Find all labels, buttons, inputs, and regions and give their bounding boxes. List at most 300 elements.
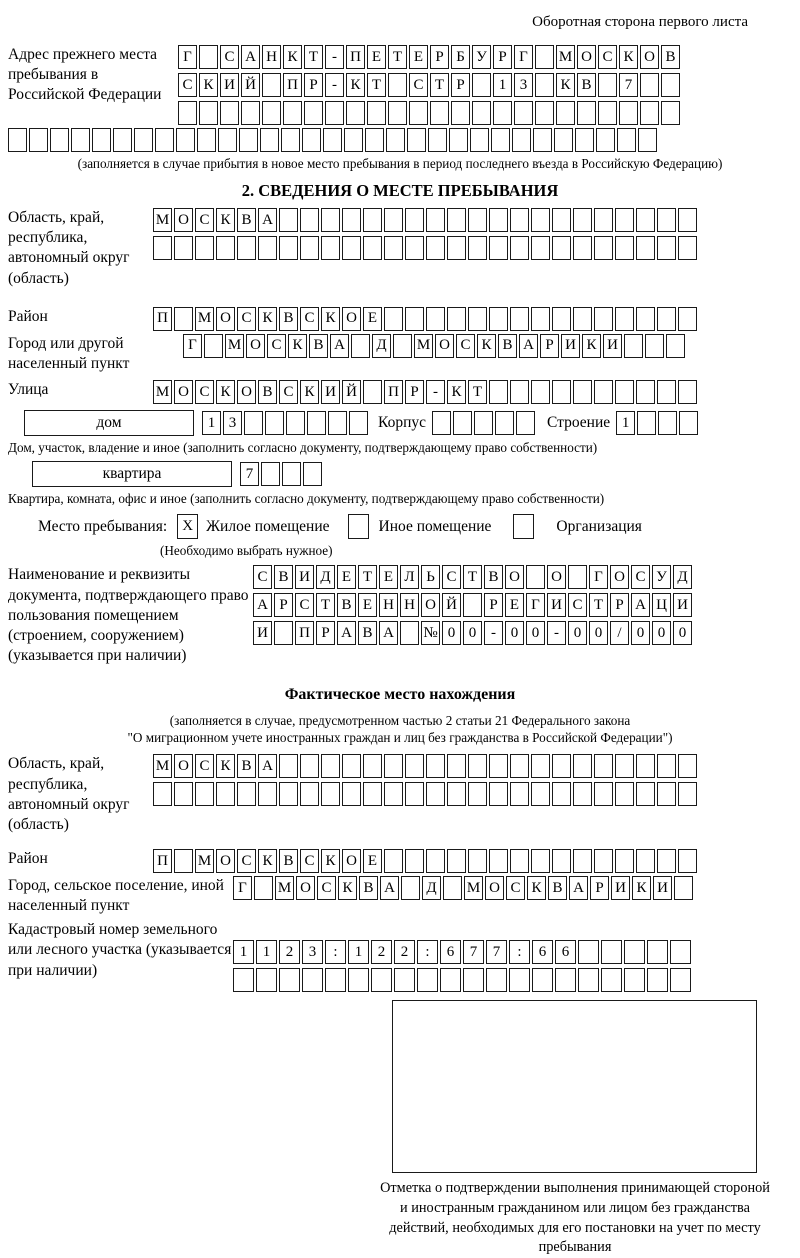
char-cell[interactable] xyxy=(363,754,382,778)
char-cell[interactable] xyxy=(426,782,445,806)
char-cell[interactable] xyxy=(342,236,361,260)
char-cell[interactable]: К xyxy=(556,73,575,97)
char-cell[interactable] xyxy=(678,782,697,806)
char-cell[interactable] xyxy=(426,849,445,873)
char-cell[interactable] xyxy=(348,968,369,992)
char-cell[interactable] xyxy=(279,236,298,260)
char-cell[interactable]: И xyxy=(321,380,340,404)
char-cell[interactable] xyxy=(470,128,489,152)
char-cell[interactable] xyxy=(304,101,323,125)
char-cell[interactable]: С xyxy=(195,208,214,232)
char-cell[interactable]: 0 xyxy=(463,621,482,645)
char-cell[interactable] xyxy=(371,968,392,992)
char-cell[interactable] xyxy=(325,968,346,992)
char-cell[interactable] xyxy=(636,236,655,260)
char-cell[interactable] xyxy=(594,380,613,404)
char-cell[interactable] xyxy=(197,128,216,152)
char-cell[interactable] xyxy=(283,101,302,125)
char-cell[interactable] xyxy=(405,307,424,331)
char-cell[interactable]: Л xyxy=(400,565,419,589)
char-cell[interactable] xyxy=(594,236,613,260)
char-cell[interactable] xyxy=(474,411,493,435)
char-cell[interactable]: М xyxy=(225,334,244,358)
char-cell[interactable]: 0 xyxy=(505,621,524,645)
char-cell[interactable]: Р xyxy=(316,621,335,645)
char-cell[interactable] xyxy=(647,968,668,992)
char-cell[interactable] xyxy=(573,782,592,806)
char-cell[interactable] xyxy=(328,411,347,435)
char-cell[interactable]: М xyxy=(414,334,433,358)
char-cell[interactable] xyxy=(486,968,507,992)
char-cell[interactable]: П xyxy=(153,849,172,873)
char-cell[interactable] xyxy=(532,968,553,992)
char-cell[interactable]: 2 xyxy=(371,940,392,964)
char-cell[interactable]: С xyxy=(295,593,314,617)
char-cell[interactable] xyxy=(526,565,545,589)
char-cell[interactable]: Н xyxy=(379,593,398,617)
char-cell[interactable]: К xyxy=(283,45,302,69)
char-cell[interactable]: 1 xyxy=(348,940,369,964)
char-cell[interactable]: 1 xyxy=(202,411,221,435)
char-cell[interactable]: Р xyxy=(274,593,293,617)
char-cell[interactable]: С xyxy=(568,593,587,617)
char-cell[interactable]: 7 xyxy=(240,462,259,486)
char-cell[interactable] xyxy=(657,754,676,778)
char-cell[interactable]: М xyxy=(556,45,575,69)
char-cell[interactable] xyxy=(594,849,613,873)
char-cell[interactable]: 1 xyxy=(493,73,512,97)
char-cell[interactable]: Т xyxy=(367,73,386,97)
char-cell[interactable]: 7 xyxy=(619,73,638,97)
char-cell[interactable] xyxy=(531,380,550,404)
char-cell[interactable]: С xyxy=(237,307,256,331)
char-cell[interactable]: 6 xyxy=(532,940,553,964)
char-cell[interactable]: И xyxy=(295,565,314,589)
char-cell[interactable] xyxy=(535,73,554,97)
char-cell[interactable] xyxy=(216,236,235,260)
char-cell[interactable] xyxy=(573,380,592,404)
char-cell[interactable] xyxy=(258,236,277,260)
char-cell[interactable] xyxy=(575,128,594,152)
char-cell[interactable] xyxy=(624,940,645,964)
char-cell[interactable] xyxy=(237,236,256,260)
char-cell[interactable] xyxy=(645,334,664,358)
char-cell[interactable]: С xyxy=(267,334,286,358)
char-cell[interactable]: Е xyxy=(363,849,382,873)
char-cell[interactable] xyxy=(279,754,298,778)
char-cell[interactable] xyxy=(325,101,344,125)
char-cell[interactable]: Г xyxy=(589,565,608,589)
char-cell[interactable]: В xyxy=(337,593,356,617)
char-cell[interactable] xyxy=(657,849,676,873)
char-cell[interactable] xyxy=(657,208,676,232)
char-cell[interactable]: Г xyxy=(178,45,197,69)
char-cell[interactable]: О xyxy=(505,565,524,589)
char-cell[interactable] xyxy=(394,968,415,992)
char-cell[interactable] xyxy=(594,307,613,331)
char-cell[interactable]: К xyxy=(632,876,651,900)
char-cell[interactable]: В xyxy=(237,208,256,232)
char-cell[interactable] xyxy=(342,754,361,778)
char-cell[interactable]: - xyxy=(547,621,566,645)
char-cell[interactable] xyxy=(256,968,277,992)
char-cell[interactable] xyxy=(447,236,466,260)
char-cell[interactable]: 2 xyxy=(394,940,415,964)
char-cell[interactable] xyxy=(636,782,655,806)
char-cell[interactable] xyxy=(218,128,237,152)
char-cell[interactable]: В xyxy=(548,876,567,900)
char-cell[interactable] xyxy=(384,307,403,331)
char-cell[interactable] xyxy=(531,849,550,873)
char-cell[interactable] xyxy=(495,411,514,435)
char-cell[interactable]: Г xyxy=(183,334,202,358)
char-cell[interactable] xyxy=(657,380,676,404)
char-cell[interactable] xyxy=(552,754,571,778)
char-cell[interactable] xyxy=(552,849,571,873)
char-cell[interactable]: О xyxy=(174,380,193,404)
char-cell[interactable]: Т xyxy=(316,593,335,617)
char-cell[interactable]: Р xyxy=(610,593,629,617)
char-cell[interactable]: Д xyxy=(372,334,391,358)
char-cell[interactable] xyxy=(220,101,239,125)
char-cell[interactable] xyxy=(489,380,508,404)
char-cell[interactable] xyxy=(678,380,697,404)
char-cell[interactable]: Т xyxy=(388,45,407,69)
char-cell[interactable] xyxy=(531,782,550,806)
char-cell[interactable]: И xyxy=(603,334,622,358)
char-cell[interactable] xyxy=(386,128,405,152)
char-cell[interactable]: О xyxy=(435,334,454,358)
char-cell[interactable]: П xyxy=(295,621,314,645)
char-cell[interactable]: М xyxy=(195,849,214,873)
char-cell[interactable]: С xyxy=(317,876,336,900)
char-cell[interactable]: С xyxy=(631,565,650,589)
char-cell[interactable]: Г xyxy=(514,45,533,69)
char-cell[interactable] xyxy=(601,968,622,992)
char-cell[interactable] xyxy=(279,782,298,806)
char-cell[interactable]: Р xyxy=(484,593,503,617)
char-cell[interactable]: Н xyxy=(400,593,419,617)
char-cell[interactable] xyxy=(510,208,529,232)
char-cell[interactable] xyxy=(174,849,193,873)
char-cell[interactable] xyxy=(661,73,680,97)
char-cell[interactable] xyxy=(657,236,676,260)
char-cell[interactable]: Д xyxy=(673,565,692,589)
char-cell[interactable]: 6 xyxy=(440,940,461,964)
char-cell[interactable]: С xyxy=(506,876,525,900)
char-cell[interactable] xyxy=(489,307,508,331)
char-cell[interactable]: К xyxy=(477,334,496,358)
char-cell[interactable] xyxy=(531,208,550,232)
char-cell[interactable]: К xyxy=(216,754,235,778)
char-cell[interactable] xyxy=(199,45,218,69)
char-cell[interactable]: В xyxy=(359,876,378,900)
char-cell[interactable]: Р xyxy=(304,73,323,97)
char-cell[interactable]: С xyxy=(300,307,319,331)
char-cell[interactable]: О xyxy=(174,754,193,778)
char-cell[interactable]: 7 xyxy=(463,940,484,964)
char-cell[interactable] xyxy=(388,101,407,125)
char-cell[interactable]: О xyxy=(296,876,315,900)
char-cell[interactable]: № xyxy=(421,621,440,645)
char-cell[interactable]: С xyxy=(253,565,272,589)
char-cell[interactable]: Т xyxy=(589,593,608,617)
zhiloe-checkbox[interactable]: X xyxy=(177,514,198,539)
char-cell[interactable] xyxy=(594,782,613,806)
char-cell[interactable] xyxy=(535,101,554,125)
char-cell[interactable] xyxy=(578,940,599,964)
char-cell[interactable] xyxy=(279,968,300,992)
char-cell[interactable]: А xyxy=(379,621,398,645)
char-cell[interactable]: 0 xyxy=(442,621,461,645)
char-cell[interactable] xyxy=(307,411,326,435)
char-cell[interactable]: Т xyxy=(430,73,449,97)
char-cell[interactable] xyxy=(274,621,293,645)
char-cell[interactable] xyxy=(573,236,592,260)
char-cell[interactable] xyxy=(516,411,535,435)
char-cell[interactable] xyxy=(489,754,508,778)
char-cell[interactable] xyxy=(363,782,382,806)
char-cell[interactable]: Е xyxy=(379,565,398,589)
char-cell[interactable]: У xyxy=(652,565,671,589)
char-cell[interactable] xyxy=(443,876,462,900)
char-cell[interactable] xyxy=(578,968,599,992)
char-cell[interactable]: А xyxy=(380,876,399,900)
char-cell[interactable] xyxy=(555,968,576,992)
char-cell[interactable]: О xyxy=(174,208,193,232)
char-cell[interactable] xyxy=(400,621,419,645)
char-cell[interactable] xyxy=(594,754,613,778)
char-cell[interactable] xyxy=(258,782,277,806)
char-cell[interactable]: П xyxy=(283,73,302,97)
char-cell[interactable] xyxy=(615,236,634,260)
char-cell[interactable] xyxy=(674,876,693,900)
char-cell[interactable] xyxy=(468,782,487,806)
char-cell[interactable]: - xyxy=(325,45,344,69)
char-cell[interactable] xyxy=(624,968,645,992)
char-cell[interactable] xyxy=(195,236,214,260)
char-cell[interactable]: О xyxy=(485,876,504,900)
char-cell[interactable] xyxy=(678,754,697,778)
char-cell[interactable] xyxy=(661,101,680,125)
char-cell[interactable]: К xyxy=(288,334,307,358)
char-cell[interactable] xyxy=(426,208,445,232)
char-cell[interactable] xyxy=(384,849,403,873)
char-cell[interactable]: 0 xyxy=(631,621,650,645)
char-cell[interactable]: М xyxy=(195,307,214,331)
char-cell[interactable] xyxy=(491,128,510,152)
char-cell[interactable] xyxy=(472,101,491,125)
char-cell[interactable] xyxy=(323,128,342,152)
char-cell[interactable] xyxy=(678,307,697,331)
char-cell[interactable]: В xyxy=(358,621,377,645)
char-cell[interactable] xyxy=(510,754,529,778)
char-cell[interactable] xyxy=(388,73,407,97)
char-cell[interactable] xyxy=(71,128,90,152)
char-cell[interactable] xyxy=(552,307,571,331)
char-cell[interactable]: А xyxy=(569,876,588,900)
char-cell[interactable] xyxy=(636,208,655,232)
char-cell[interactable] xyxy=(678,236,697,260)
char-cell[interactable]: В xyxy=(258,380,277,404)
char-cell[interactable]: А xyxy=(258,754,277,778)
char-cell[interactable] xyxy=(281,128,300,152)
char-cell[interactable]: А xyxy=(631,593,650,617)
char-cell[interactable]: В xyxy=(661,45,680,69)
char-cell[interactable] xyxy=(552,782,571,806)
char-cell[interactable]: К xyxy=(321,849,340,873)
char-cell[interactable] xyxy=(598,73,617,97)
char-cell[interactable]: К xyxy=(199,73,218,97)
char-cell[interactable] xyxy=(260,128,279,152)
char-cell[interactable] xyxy=(489,782,508,806)
char-cell[interactable]: Й xyxy=(442,593,461,617)
char-cell[interactable]: : xyxy=(509,940,530,964)
char-cell[interactable] xyxy=(636,754,655,778)
char-cell[interactable] xyxy=(666,334,685,358)
char-cell[interactable]: Й xyxy=(342,380,361,404)
char-cell[interactable] xyxy=(195,782,214,806)
char-cell[interactable] xyxy=(601,940,622,964)
char-cell[interactable]: О xyxy=(246,334,265,358)
char-cell[interactable]: В xyxy=(279,307,298,331)
char-cell[interactable]: С xyxy=(237,849,256,873)
inoe-checkbox[interactable] xyxy=(348,514,369,539)
char-cell[interactable] xyxy=(449,128,468,152)
char-cell[interactable]: Р xyxy=(540,334,559,358)
char-cell[interactable] xyxy=(533,128,552,152)
char-cell[interactable] xyxy=(463,593,482,617)
char-cell[interactable]: Е xyxy=(409,45,428,69)
char-cell[interactable]: И xyxy=(653,876,672,900)
char-cell[interactable] xyxy=(657,307,676,331)
char-cell[interactable]: С xyxy=(409,73,428,97)
char-cell[interactable] xyxy=(426,307,445,331)
char-cell[interactable] xyxy=(552,208,571,232)
char-cell[interactable]: К xyxy=(258,849,277,873)
char-cell[interactable] xyxy=(262,101,281,125)
char-cell[interactable] xyxy=(636,849,655,873)
char-cell[interactable] xyxy=(657,782,676,806)
char-cell[interactable] xyxy=(254,876,273,900)
org-checkbox[interactable] xyxy=(513,514,534,539)
char-cell[interactable] xyxy=(509,968,530,992)
char-cell[interactable] xyxy=(405,782,424,806)
char-cell[interactable]: С xyxy=(178,73,197,97)
char-cell[interactable]: Н xyxy=(262,45,281,69)
char-cell[interactable]: 7 xyxy=(486,940,507,964)
char-cell[interactable] xyxy=(216,782,235,806)
char-cell[interactable]: И xyxy=(547,593,566,617)
char-cell[interactable] xyxy=(679,411,698,435)
char-cell[interactable]: А xyxy=(337,621,356,645)
char-cell[interactable]: П xyxy=(153,307,172,331)
char-cell[interactable]: С xyxy=(598,45,617,69)
char-cell[interactable] xyxy=(342,782,361,806)
char-cell[interactable]: 1 xyxy=(233,940,254,964)
char-cell[interactable]: Р xyxy=(405,380,424,404)
char-cell[interactable] xyxy=(300,782,319,806)
char-cell[interactable] xyxy=(239,128,258,152)
char-cell[interactable] xyxy=(428,128,447,152)
char-cell[interactable]: О xyxy=(640,45,659,69)
char-cell[interactable] xyxy=(134,128,153,152)
char-cell[interactable] xyxy=(489,236,508,260)
char-cell[interactable] xyxy=(204,334,223,358)
char-cell[interactable] xyxy=(365,128,384,152)
char-cell[interactable]: П xyxy=(384,380,403,404)
char-cell[interactable]: 3 xyxy=(302,940,323,964)
char-cell[interactable] xyxy=(262,73,281,97)
char-cell[interactable] xyxy=(300,754,319,778)
char-cell[interactable] xyxy=(472,73,491,97)
char-cell[interactable] xyxy=(153,236,172,260)
char-cell[interactable] xyxy=(554,128,573,152)
char-cell[interactable]: Б xyxy=(451,45,470,69)
char-cell[interactable] xyxy=(552,236,571,260)
char-cell[interactable]: В xyxy=(237,754,256,778)
char-cell[interactable] xyxy=(617,128,636,152)
char-cell[interactable]: С xyxy=(456,334,475,358)
char-cell[interactable] xyxy=(155,128,174,152)
char-cell[interactable] xyxy=(615,849,634,873)
char-cell[interactable]: - xyxy=(426,380,445,404)
char-cell[interactable] xyxy=(261,462,280,486)
char-cell[interactable] xyxy=(321,236,340,260)
char-cell[interactable]: Е xyxy=(358,593,377,617)
char-cell[interactable]: К xyxy=(258,307,277,331)
char-cell[interactable] xyxy=(417,968,438,992)
char-cell[interactable]: М xyxy=(464,876,483,900)
char-cell[interactable] xyxy=(300,236,319,260)
char-cell[interactable]: Е xyxy=(367,45,386,69)
char-cell[interactable] xyxy=(568,565,587,589)
char-cell[interactable] xyxy=(636,380,655,404)
char-cell[interactable]: - xyxy=(484,621,503,645)
char-cell[interactable] xyxy=(489,849,508,873)
char-cell[interactable] xyxy=(531,236,550,260)
char-cell[interactable] xyxy=(510,782,529,806)
char-cell[interactable] xyxy=(468,208,487,232)
char-cell[interactable] xyxy=(405,754,424,778)
char-cell[interactable]: М xyxy=(153,754,172,778)
char-cell[interactable] xyxy=(384,236,403,260)
char-cell[interactable] xyxy=(510,307,529,331)
char-cell[interactable] xyxy=(640,73,659,97)
char-cell[interactable] xyxy=(468,754,487,778)
char-cell[interactable] xyxy=(92,128,111,152)
char-cell[interactable] xyxy=(468,307,487,331)
char-cell[interactable]: У xyxy=(472,45,491,69)
char-cell[interactable] xyxy=(447,849,466,873)
char-cell[interactable]: К xyxy=(619,45,638,69)
char-cell[interactable] xyxy=(615,754,634,778)
char-cell[interactable]: К xyxy=(346,73,365,97)
char-cell[interactable]: К xyxy=(582,334,601,358)
char-cell[interactable] xyxy=(384,754,403,778)
char-cell[interactable] xyxy=(670,940,691,964)
char-cell[interactable]: М xyxy=(153,208,172,232)
char-cell[interactable] xyxy=(594,208,613,232)
char-cell[interactable]: 1 xyxy=(616,411,635,435)
char-cell[interactable] xyxy=(174,782,193,806)
char-cell[interactable]: К xyxy=(321,307,340,331)
char-cell[interactable] xyxy=(552,380,571,404)
char-cell[interactable] xyxy=(658,411,677,435)
char-cell[interactable]: О xyxy=(421,593,440,617)
char-cell[interactable]: И xyxy=(561,334,580,358)
char-cell[interactable]: / xyxy=(610,621,629,645)
